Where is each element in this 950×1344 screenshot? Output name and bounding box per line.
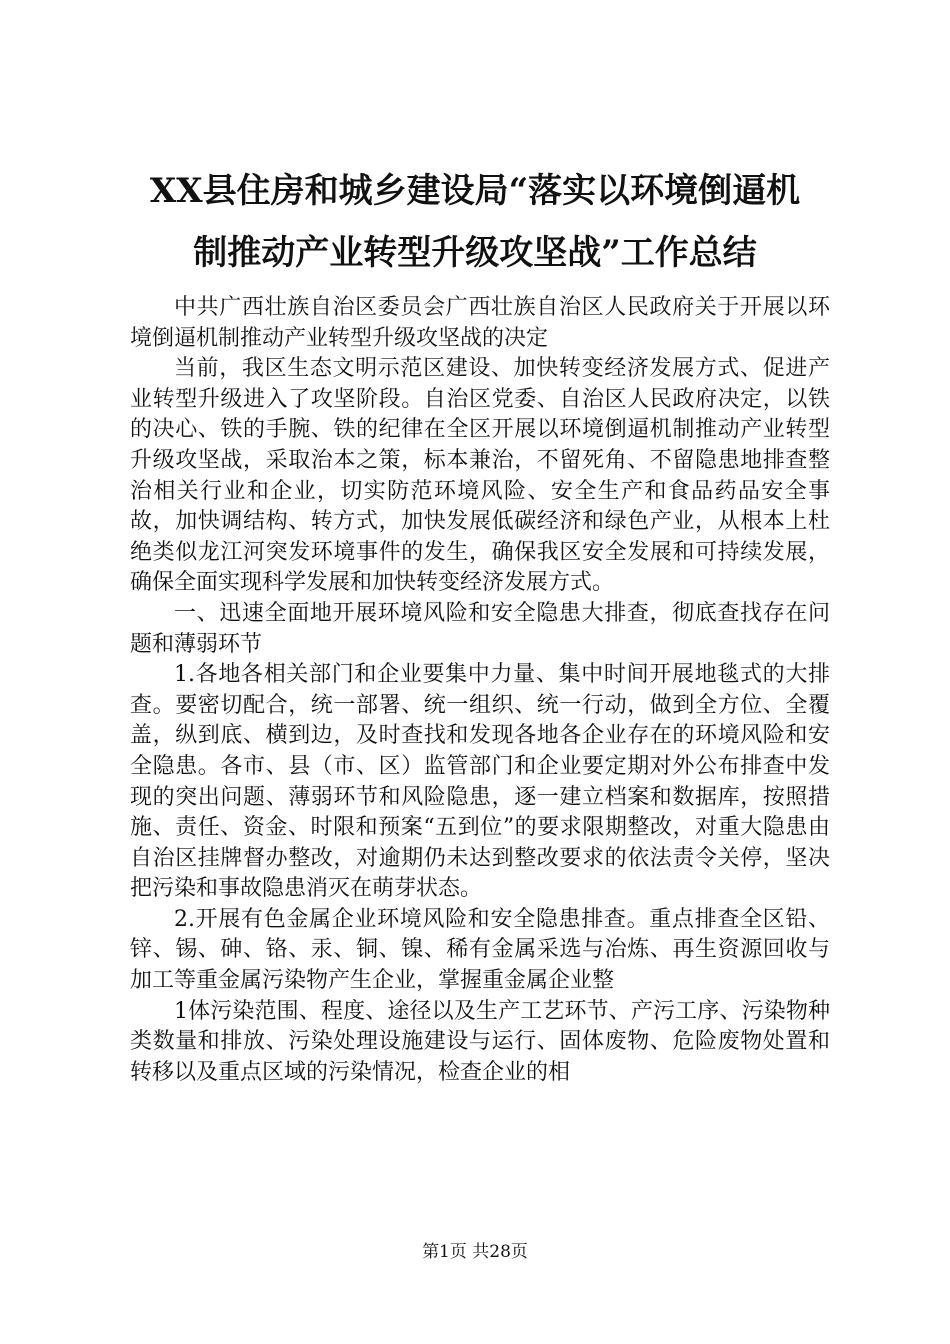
paragraph-decision-title: 中共广西壮族自治区委员会广西壮族自治区人民政府关于开展以环境倒逼机制推动产业转型升级攻坚战的决定 bbox=[130, 295, 830, 351]
title-line-1: XX县住房和城乡建设局“落实以环境倒逼机 bbox=[149, 171, 801, 211]
document-body bbox=[130, 293, 830, 1088]
paragraph-item-2: 2.开展有色金属企业环境风险和安全隐患排查。重点排查全区铅、锌、锡、砷、铬、汞、铜、镍、稀有金属采选与冶炼、再生资源回收与加工等重金属污染物产生企业，掌握重金属企业整 bbox=[130, 906, 830, 994]
paragraph-intro: 当前，我区生态文明示范区建设、加快转变经济发展方式、促进产业转型升级进入了攻坚阶段。自治区党委、自治区人民政府决定，以铁的决心、铁的手腕、铁的纪律在全区开展以环境倒逼机制推动产业转型升级攻坚战，采取治本之策，标本兼治，不留死角、不留隐患地排查整治相关行业和企业，切实防范环境风险、安全生产和食品药品安全事故，加快调结构、转方式，加快发展低碳经济和绿色产业，从根本上杜绝类似龙江河突发环境事件的发生，确保我区安全发展和可持续发展，确保全面实现科学发展和加快转变经济发展方式。 bbox=[130, 356, 830, 596]
paragraph-section-heading: 一、迅速全面地开展环境风险和安全隐患大排查，彻底查找存在问题和薄弱环节 bbox=[130, 600, 830, 657]
document-title bbox=[120, 160, 830, 284]
paragraph-continuation: 1体污染范围、程度、途径以及生产工艺环节、产污工序、污染物种类数量和排放、污染处理设施建设与运行、固体废物、危险废物处置和转移以及重点区域的污染情况，检查企业的相 bbox=[130, 998, 830, 1085]
page-footer: 第1页 共28页 bbox=[422, 1242, 528, 1262]
paragraph-item-1: 1.各地各相关部门和企业要集中力量、集中时间开展地毯式的大排查。要密切配合，统一部署、统一组织、统一行动，做到全方位、全覆盖，纵到底、横到边，及时查找和发现各地各企业存在的环境风险和安全隐患。各市、县（市、区）监管部门和企业要定期对外公布排查中发现的突出问题、薄弱环节和风险隐患，逐一建立档案和数据库，按照措施、责任、资金、时限和预案“五到位”的要求限期整改，对重大隐患由自治区挂牌督办整改，对逾期仍未达到整改要求的依法责令关停，坚决把污染和事故隐患消灭在萌芽状态。 bbox=[130, 662, 830, 902]
title-line-2: 制推动产业转型升级攻坚战”工作总结 bbox=[193, 233, 757, 273]
